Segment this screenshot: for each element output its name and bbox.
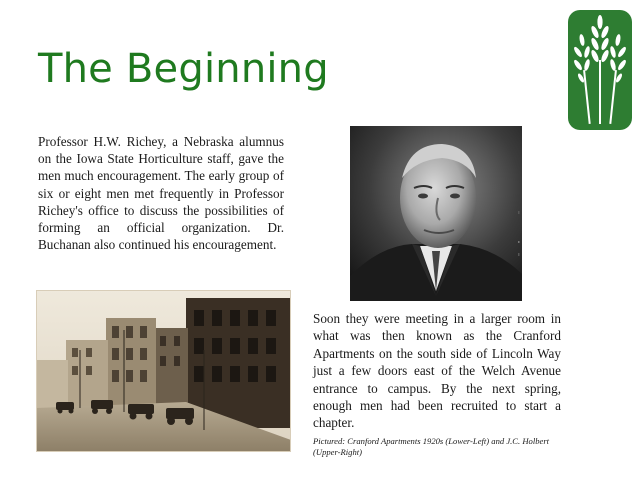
paragraph-richey: Professor H.W. Richey, a Nebraska alumnus on the Iowa State Horticulture staff, gave the men much encouragement. The early group of six or eight men met frequently in Professor Richey's office to discuss the possibilities of forming an official organization. Dr. Buchanan also continued his encouragement. [38, 134, 284, 253]
paragraph-cranford: Soon they were meeting in a larger room in what was then known as the Cranford Apartments on the south side of Lincoln Way just a few doors east of the Welch Avenue entrance to campus. By the next spring, enough men had been recruited to start a chapter. [313, 311, 561, 431]
photo-caption: Pictured: Cranford Apartments 1920s (Lower-Left) and J.C. Holbert (Upper-Right) [313, 436, 550, 457]
portrait-photo [350, 126, 522, 301]
wheat-logo [566, 8, 634, 132]
photo-artifacts [514, 205, 526, 265]
street-photo [36, 290, 291, 452]
slide-title: The Beginning [38, 46, 329, 92]
